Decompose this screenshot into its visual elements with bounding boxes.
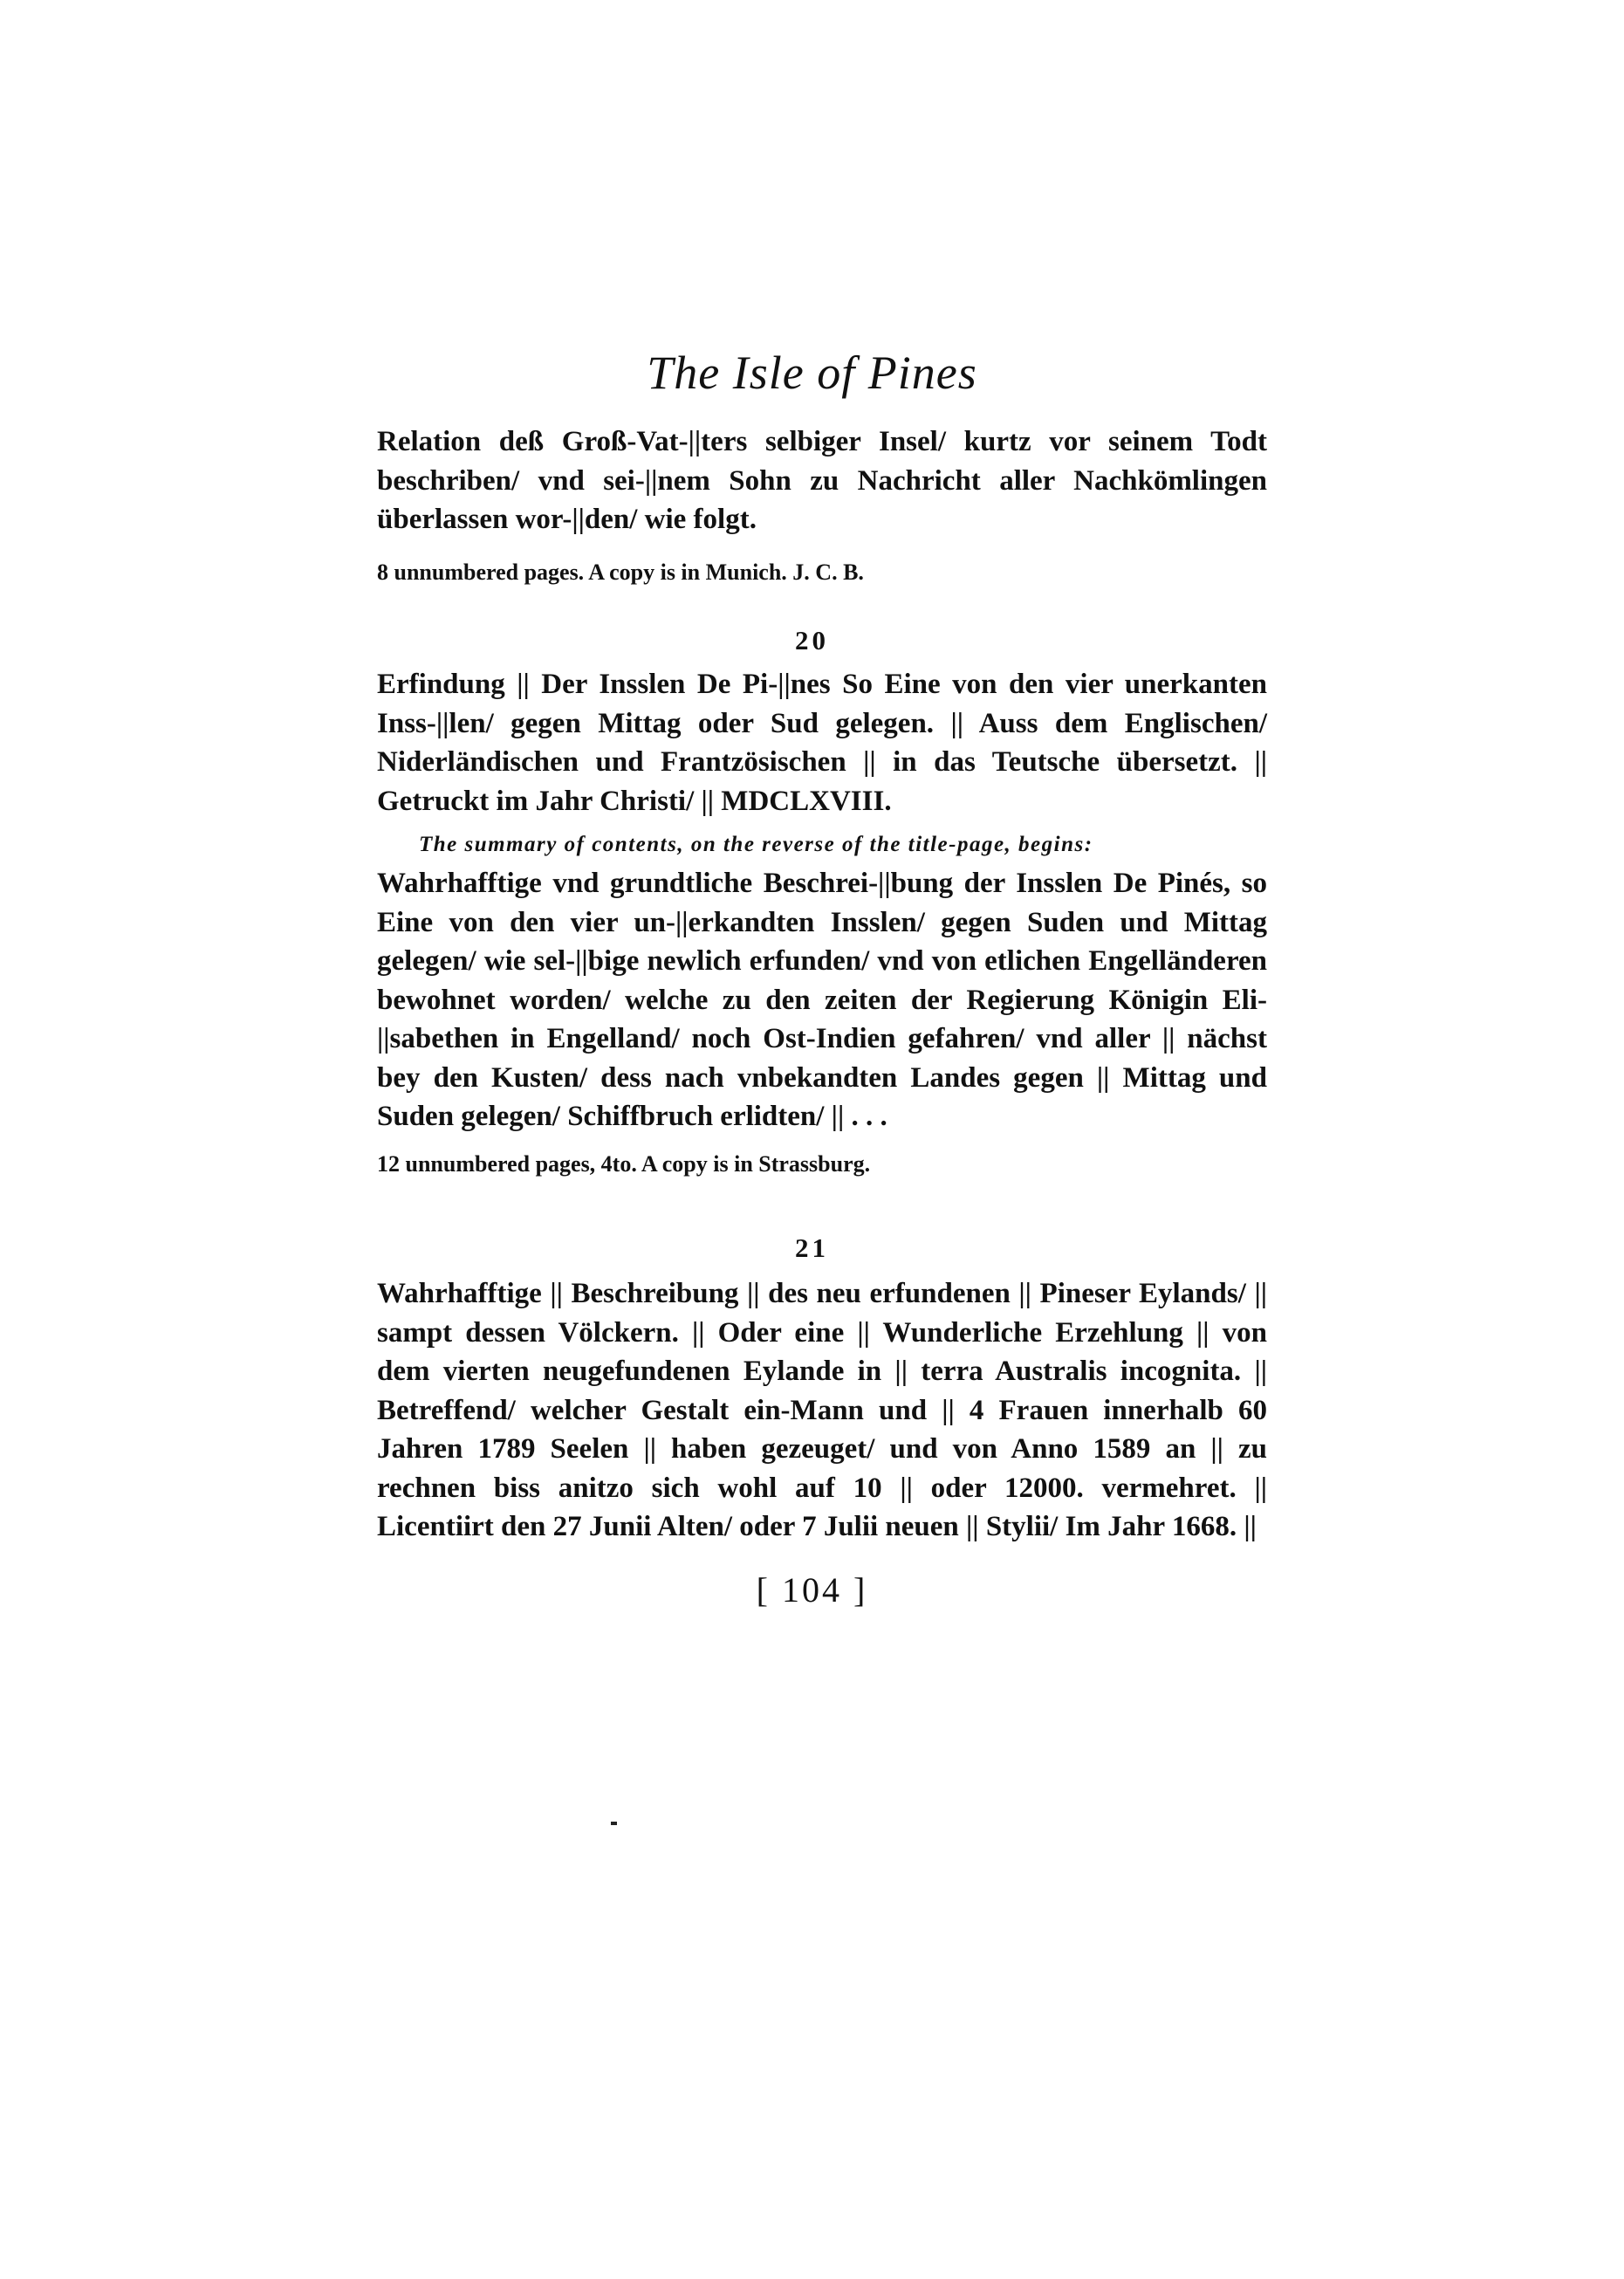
entry-20-note: 12 unnumbered pages, 4to. A copy is in Strassburg. <box>377 1150 871 1177</box>
entry-19 <box>377 422 1267 587</box>
entry-21-number: 21 <box>795 1232 829 1263</box>
entry-19-text: Relation deß Groß-Vat-||ters selbiger Insel/ kurtz vor seinem Todt beschriben/ vnd sei-||nem Sohn zu Nachricht aller Nachkömlingen überlassen wor-||den/ wie folgt. <box>377 426 1267 535</box>
page-number: [ 104 ] <box>756 1570 868 1610</box>
entry-20 <box>377 665 1267 1178</box>
entry-20-summary: Wahrhafftige vnd grundtliche Beschrei-||bung der Insslen De Pinés, so Eine von den vier un-||erkandten Insslen/ gegen Suden und Mittag gelegen/ wie sel-||bige newlich erfunden/ vnd von etlichen Engelländeren bewohnet worden/ welche zu den zeiten der Regierung Königin Eli-||sabethen in Engelland/ noch Ost-Indien gefahren/ vnd aller || nächst bey den Kusten/ dess nach vnbekandten Landes gegen || Mittag und Suden gelegen/ Schiffbruch erlidten/ || . . . <box>377 868 1267 1132</box>
running-head: The Isle of Pines <box>647 347 977 399</box>
entry-21 <box>377 1274 1267 1547</box>
entry-21-title: Wahrhafftige || Beschreibung || des neu erfundenen || Pineser Eylands/ || sampt dessen Völckern. || Oder eine || Wunderliche Erzehlung || von dem vierten neugefundenen Eylande in || terra Australis incognita. || Betreffend/ welcher Gestalt ein-Mann und || 4 Frauen innerhalb 60 Jahren 1789 Seelen || haben gezeuget/ und von Anno 1589 an || zu rechnen biss anitzo sich wohl auf 10 || oder 12000. vermehret. || Licentiirt den 27 Junii Alten/ oder 7 Julii neuen || Stylii/ Im Jahr 1668. || <box>377 1278 1267 1542</box>
entry-19-note: 8 unnumbered pages. A copy is in Munich. J. C. B. <box>377 559 864 585</box>
entry-20-summary-intro: The summary of contents, on the reverse of the title-page, begins: <box>419 833 1093 856</box>
entry-20-title: Erfindung || Der Insslen De Pi-||nes So Eine von den vier unerkanten Inss-||len/ gegen Mittag oder Sud gelegen. || Auss dem Englischen/ Niderländischen und Frantzösischen || in das Teutsche übersetzt. || Getruckt im Jahr Christi/ || MDCLXVIII. <box>377 669 1267 817</box>
print-speck <box>611 1822 617 1825</box>
entry-20-number: 20 <box>795 625 829 656</box>
